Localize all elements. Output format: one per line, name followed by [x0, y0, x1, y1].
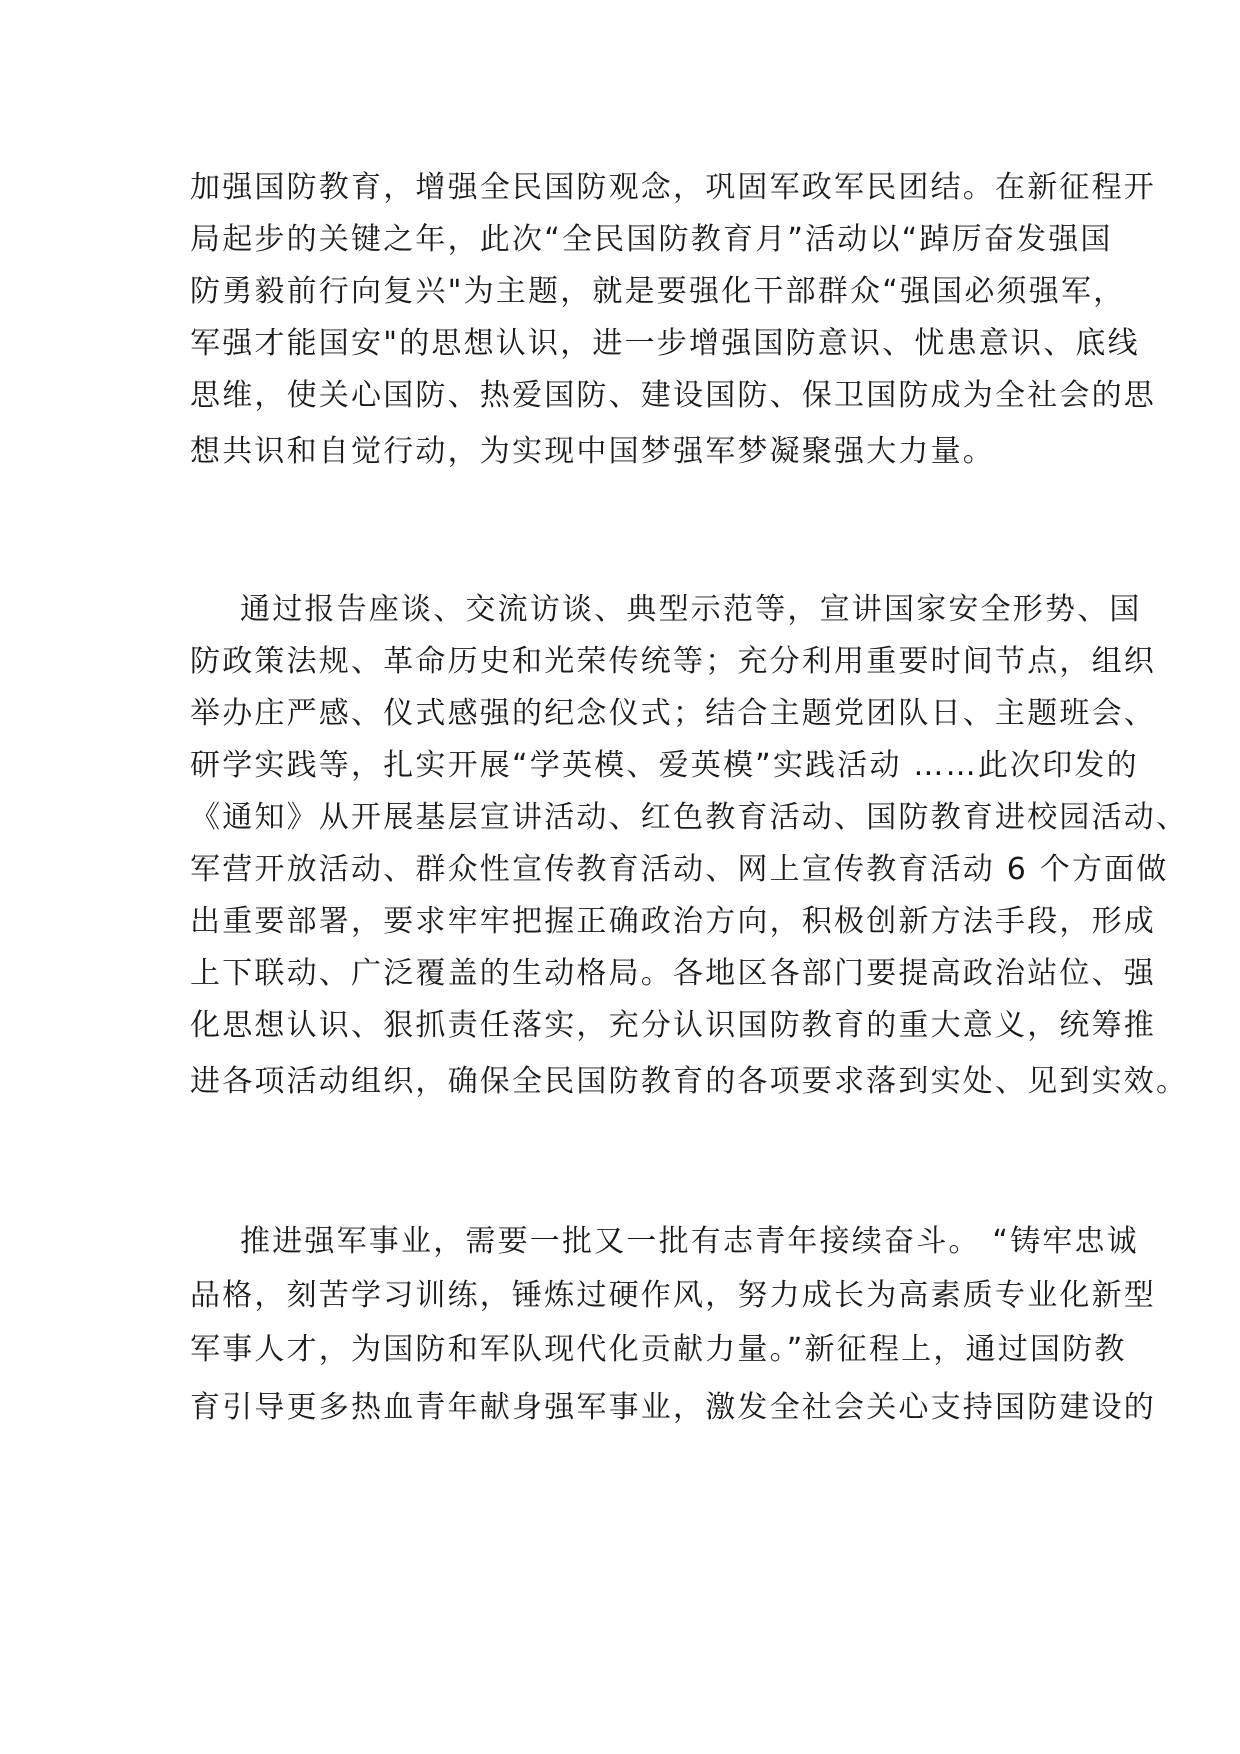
- paragraph-3-line-2: 品格，刻苦学习训练，锤炼过硬作风，努力成长为高素质专业化新型: [190, 1278, 1156, 1313]
- paragraph-1-line-3: 防勇毅前行向复兴"为主题，就是要强化干部群众“强国必须强军，: [190, 274, 1126, 309]
- paragraph-2-line-9: 化思想认识、狠抓责任落实，充分认识国防教育的重大意义，统筹推: [190, 1008, 1156, 1043]
- paragraph-1-line-1: 加强国防教育，增强全民国防观念，巩固军政军民团结。在新征程开: [190, 170, 1156, 205]
- paragraph-2-line-3: 举办庄严感、仪式感强的纪念仪式；结合主题党团队日、主题班会、: [190, 696, 1156, 731]
- paragraph-2-line-2: 防政策法规、革命历史和光荣传统等；充分利用重要时间节点，组织: [190, 644, 1156, 679]
- paragraph-2-line-4: 研学实践等，扎实开展“学英模、爱英模”实践活动 ……此次印发的: [190, 748, 1139, 783]
- paragraph-3-line-1: 推进强军事业，需要一批又一批有志青年接续奋斗。 “铸牢忠诚: [240, 1224, 1139, 1259]
- paragraph-2-line-7: 出重要部署，要求牢牢把握正确政治方向，积极创新方法手段，形成: [190, 904, 1156, 939]
- paragraph-1-line-6: 想共识和自觉行动，为实现中国梦强军梦凝聚强大力量。: [190, 434, 995, 469]
- paragraph-1-line-2: 局起步的关键之年，此次“全民国防教育月”活动以“踔厉奋发强国: [190, 222, 1113, 257]
- paragraph-2-line-1: 通过报告座谈、交流访谈、典型示范等，宣讲国家安全形势、国: [240, 592, 1142, 627]
- paragraph-2-line-8: 上下联动、广泛覆盖的生动格局。各地区各部门要提高政治站位、强: [190, 956, 1156, 991]
- paragraph-1-line-4: 军强才能国安"的思想认识，进一步增强国防意识、忧患意识、底线: [190, 326, 1140, 361]
- paragraph-3-line-4: 育引导更多热血青年献身强军事业，激发全社会关心支持国防建设的: [190, 1390, 1156, 1425]
- paragraph-2-line-5: 《通知》从开展基层宣讲活动、红色教育活动、国防教育进校园活动、: [190, 800, 1189, 835]
- paragraph-2-line-10: 进各项活动组织，确保全民国防教育的各项要求落到实处、见到实效。: [190, 1064, 1189, 1099]
- paragraph-2-line-6: 军营开放活动、群众性宣传教育活动、网上宣传教育活动 6 个方面做: [190, 852, 1169, 887]
- paragraph-1-line-5: 思维，使关心国防、热爱国防、建设国防、保卫国防成为全社会的思: [190, 378, 1156, 413]
- paragraph-3-line-3: 军事人才，为国防和军队现代化贡献力量。”新征程上，通过国防教: [190, 1332, 1127, 1367]
